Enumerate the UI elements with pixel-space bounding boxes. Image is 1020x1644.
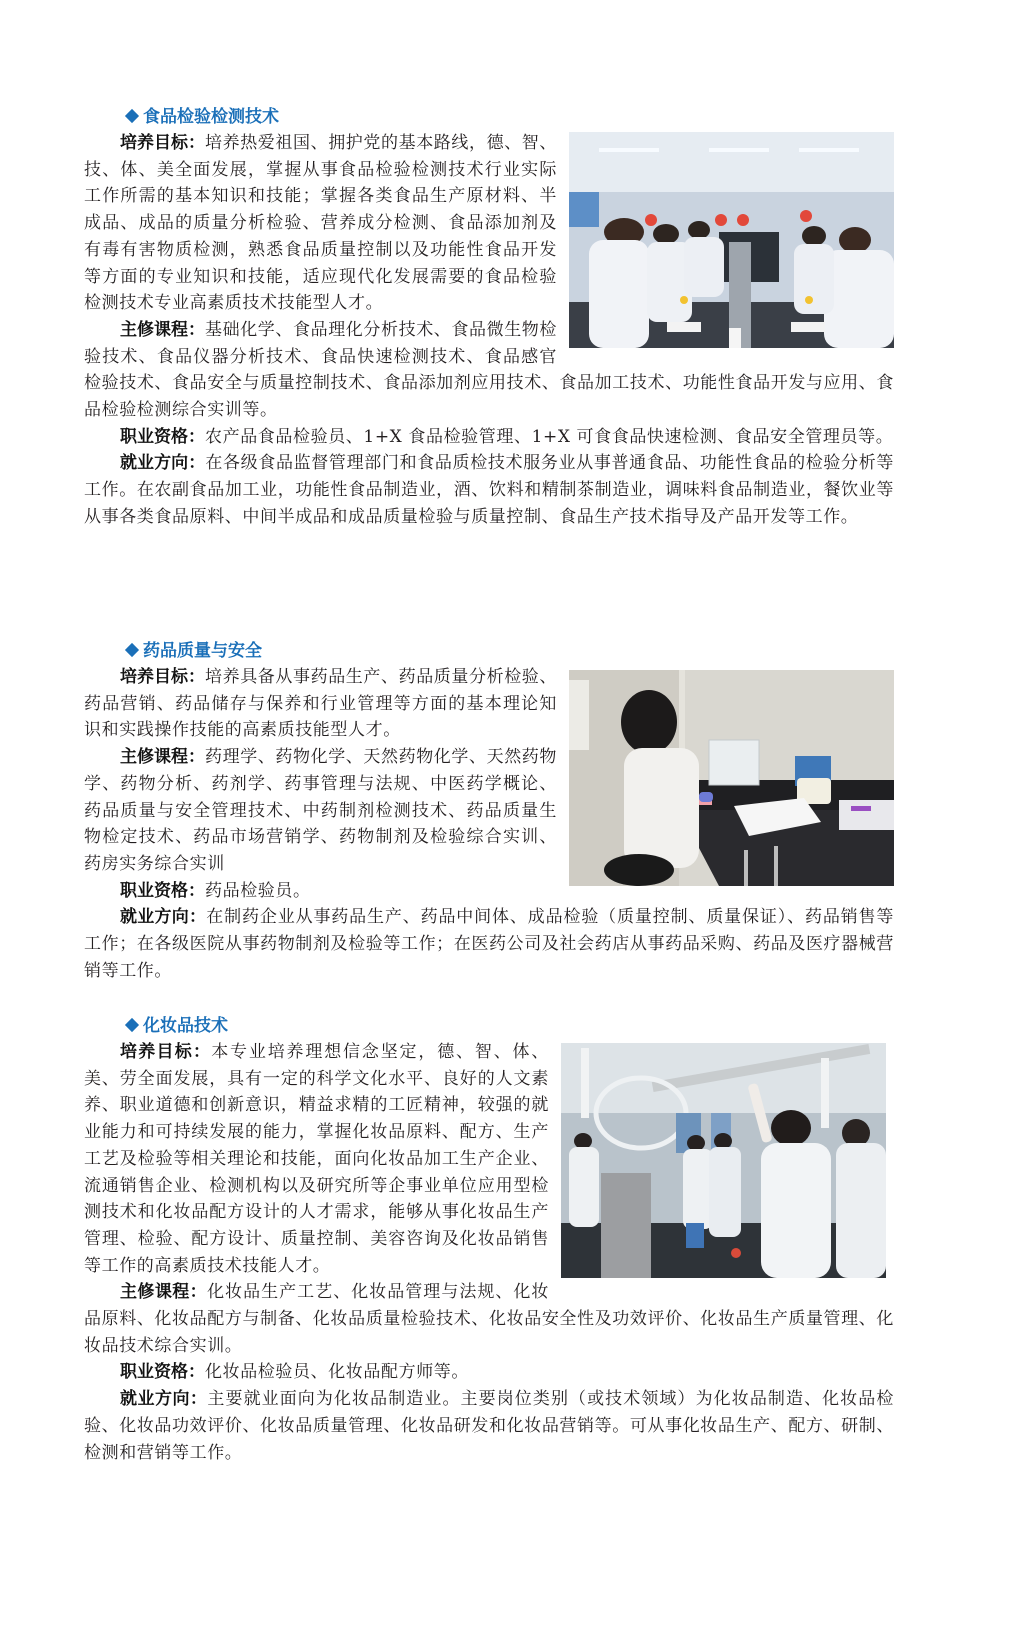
core-courses-paragraph: [84, 1279, 894, 1359]
training-goal-text: 培养具备从事药品生产、药品质量分析检验、药品营销、药品储存与保养和行业管理等方面的基本理论知识和实践操作技能的高素质技能型人才。: [84, 667, 557, 741]
section-heading: [124, 104, 894, 130]
training-goal-label: 培养目标：: [120, 133, 205, 153]
core-courses-label: 主修课程：: [120, 1282, 208, 1303]
career-paragraph: [84, 450, 894, 530]
lab-students-titration-photo: [569, 132, 894, 348]
training-goal-text: 本专业培养理想信念坚定，德、智、体、美、劳全面发展，具有一定的科学文化水平、良好的人文素养、职业道德和创新意识，精益求精的工匠精神，较强的就业能力和可持续发展的能力，掌握化妆品原料、配方、生产工艺及检验等相关理论和技能，面向化妆品加工生产企业、流通销售企业、检测机构以及研究所等企事业单位应用型检测技术和化妆品配方设计的人才需求，能够从事化妆品生产管理、检验、配方设计、质量控制、美容咨询及化妆品销售等工作的高素质技术技能人才。: [84, 1042, 549, 1276]
qualifications-label: 职业资格：: [120, 1362, 205, 1383]
diamond-bullet-icon: [125, 109, 139, 123]
career-text: 主要就业面向为化妆品制造业。主要岗位类别（或技术领域）为化妆品制造、化妆品检验、化妆品功效评价、化妆品质量管理、化妆品研发和化妆品营销等。可从事化妆品生产、配方、研制、检测和营销等工作。: [84, 1389, 894, 1463]
core-courses-text: 基础化学、食品理化分析技术、食品微生物检验技术、食品仪器分析技术、食品快速检测技术、食品感官检验技术、食品安全与质量控制技术、食品添加剂应用技术、食品加工技术、功能性食品开发与应用、食品检验检测综合实训等。: [84, 319, 894, 421]
student-weighing-balance-photo: [569, 670, 894, 886]
core-courses-label: 主修课程：: [120, 747, 205, 768]
section-drug-quality-safety: [84, 638, 894, 984]
qualifications-text: 化妆品检验员、化妆品配方师等。: [205, 1362, 469, 1383]
career-label: 就业方向：: [120, 907, 207, 928]
section-food-inspection: [84, 104, 894, 531]
career-paragraph: [84, 1386, 894, 1466]
core-courses-text: 药理学、药物化学、天然药物化学、天然药物学、药物分析、药剂学、药事管理与法规、中医药学概论、药品质量与安全管理技术、中药制剂检测技术、药品质量生物检定技术、药品市场营销学、药物制剂及检验综合实训、药房实务综合实训: [84, 747, 557, 874]
section-heading: [124, 638, 894, 664]
training-goal-label: 培养目标：: [120, 667, 205, 687]
core-courses-label: 主修课程：: [120, 319, 205, 340]
career-paragraph: [84, 904, 894, 984]
diamond-bullet-icon: [125, 643, 139, 657]
qualifications-paragraph: [84, 424, 894, 451]
section-title: 食品检验检测技术: [143, 107, 279, 127]
section-title: 化妆品技术: [143, 1016, 228, 1036]
core-courses-text: 化妆品生产工艺、化妆品管理与法规、化妆品原料、化妆品配方与制备、化妆品质量检验技术、化妆品安全性及功效评价、化妆品生产质量管理、化妆品技术综合实训。: [84, 1282, 894, 1356]
section-title: 药品质量与安全: [143, 641, 262, 661]
qualifications-text: 药品检验员。: [205, 880, 311, 901]
training-goal-text: 培养热爱祖国、拥护党的基本路线，德、智、技、体、美全面发展，掌握从事食品检验检测技术行业实际工作所需的基本知识和技能；掌握各类食品生产原材料、半成品、成品的质量分析检验、营养成分检测、食品添加剂及有毒有害物质检测，熟悉食品质量控制以及功能性食品开发等方面的专业知识和技能，适应现代化发展需要的食品检验检测技术专业高素质技术技能型人才。: [84, 133, 557, 314]
career-text: 在制药企业从事药品生产、药品中间体、成品检验（质量控制、质量保证）、药品销售等工作；在各级医院从事药物制剂及检验等工作；在医药公司及社会药店从事药品采购、药品及医疗器械营销等工作。: [84, 907, 894, 981]
career-label: 就业方向：: [120, 1389, 208, 1410]
qualifications-label: 职业资格：: [120, 426, 205, 447]
diamond-bullet-icon: [125, 1018, 139, 1032]
qualifications-text: 农产品食品检验员、1+X 食品检验管理、1+X 可食食品快速检测、食品安全管理员等。: [205, 426, 894, 447]
career-label: 就业方向：: [120, 453, 206, 474]
qualifications-label: 职业资格：: [120, 880, 205, 901]
training-goal-label: 培养目标：: [120, 1042, 212, 1062]
qualifications-paragraph: [84, 1359, 894, 1386]
section-cosmetics-technology: [84, 1013, 894, 1466]
cosmetics-lab-students-photo: [561, 1043, 886, 1278]
career-text: 在各级食品监督管理部门和食品质检技术服务业从事普通食品、功能性食品的检验分析等工作。在农副食品加工业，功能性食品制造业，酒、饮料和精制茶制造业，调味料食品制造业，餐饮业等从事各类食品原料、中间半成品和成品质量检验与质量控制、食品生产技术指导及产品开发等工作。: [84, 453, 895, 527]
section-heading: [124, 1013, 894, 1039]
